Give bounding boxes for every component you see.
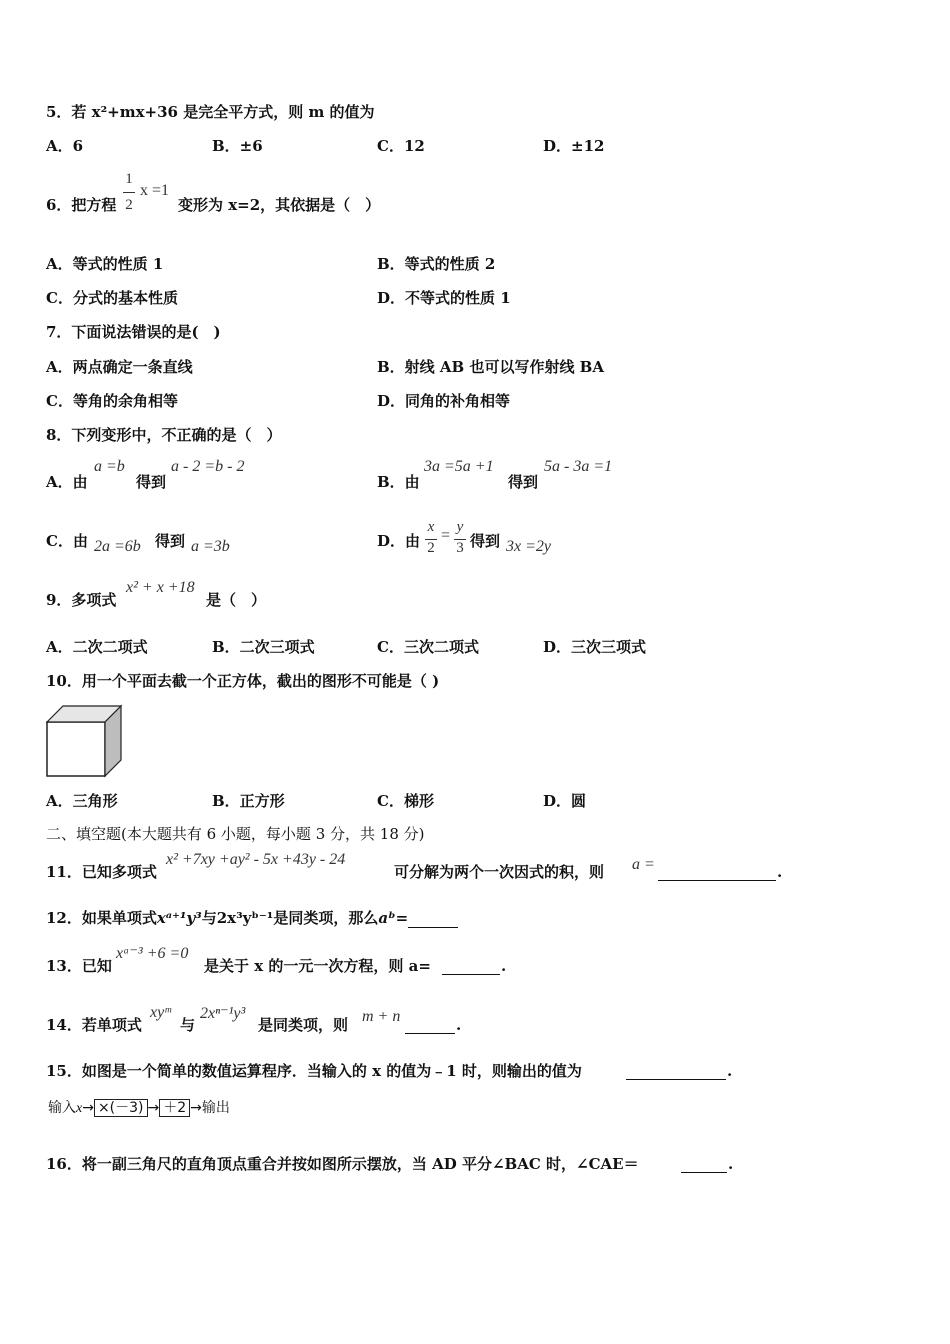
q8-c-math2: a =3b: [191, 538, 230, 555]
flow-x: x: [76, 1101, 83, 1116]
q10-option-b: B．正方形: [212, 792, 285, 810]
q10-option-c: C．梯形: [377, 792, 434, 810]
q11-end: .: [777, 863, 783, 881]
q8-d-math2: 3x =2y: [506, 538, 551, 555]
q6-option-a: A．等式的性质 1: [46, 255, 164, 273]
q9-suffix: 是（ ）: [206, 591, 267, 609]
q13-end: .: [501, 957, 507, 975]
q5-stem: 5．若 x²+mx+36 是完全平方式，则 m 的值为: [46, 103, 375, 121]
q5-option-a: A．6: [46, 137, 84, 155]
q8-a-get: 得到: [136, 473, 167, 491]
q8-b-math2: 5a - 3a =1: [544, 458, 613, 475]
q5-option-c: C．12: [377, 137, 425, 155]
q8-b-math1: 3a =5a +1: [424, 458, 494, 475]
q15-end: .: [727, 1062, 733, 1080]
q5-option-d: D．±12: [543, 137, 605, 155]
q6-option-b: B．等式的性质 2: [377, 255, 496, 273]
q7-stem: 7．下面说法错误的是( ): [46, 323, 221, 341]
q12-mono2: 2x³yᵇ⁻¹: [216, 909, 274, 927]
q14-answer-blank[interactable]: [405, 1017, 455, 1034]
q6-frac-den: 2: [125, 197, 133, 213]
q7-option-b: B．射线 AB 也可以写作射线 BA: [377, 358, 604, 376]
q10-option-a: A．三角形: [46, 792, 118, 810]
flow-arrow-1: →: [82, 1100, 94, 1116]
q6-option-c: C．分式的基本性质: [46, 289, 178, 307]
q8-c-get: 得到: [155, 532, 186, 550]
q8-c-math1: 2a =6b: [94, 538, 141, 555]
q11-answer-blank[interactable]: [658, 864, 776, 881]
q12-text-c: 是同类项，那么: [273, 909, 379, 927]
q14-mono1: xyᵐ: [150, 1004, 171, 1021]
q15-answer-blank[interactable]: [626, 1063, 726, 1080]
q7-option-c: C．等角的余角相等: [46, 392, 178, 410]
q16-answer-blank[interactable]: [681, 1156, 727, 1173]
q5-option-b: B．±6: [212, 137, 263, 155]
q8-a-math1: a =b: [94, 458, 125, 475]
q8-option-c-label: C．由: [46, 532, 88, 550]
q16-stem: 16．将一副三角尺的直角顶点重合并按如图所示摆放，当 AD 平分∠BAC 时，∠CAE＝: [46, 1155, 639, 1173]
q15-flowchart: [48, 1097, 230, 1117]
q6-equation: x =1: [140, 182, 170, 199]
q8-option-b-label: B．由: [377, 473, 420, 491]
q13-expression: xᵃ⁻³ +6 =0: [116, 945, 189, 962]
q9-option-c: C．三次二项式: [377, 638, 479, 656]
q6-frac-num: 1: [125, 171, 133, 187]
q9-option-a: A．二次二项式: [46, 638, 148, 656]
q14-suffix: 是同类项，则: [258, 1016, 349, 1034]
q8-option-a-label: A．由: [46, 473, 88, 491]
flow-arrow-2: →: [147, 1100, 160, 1116]
q14-mono2: 2xⁿ⁻¹y³: [200, 1005, 246, 1022]
q6-frac-bar: [123, 192, 135, 193]
q6-option-d: D．不等式的性质 1: [377, 289, 511, 307]
q12-mono1: xᵃ⁺¹y³: [156, 909, 202, 927]
q12-text-d: =: [395, 909, 409, 927]
q13-answer-blank[interactable]: [442, 958, 500, 975]
q12-line: [46, 908, 458, 928]
flow-output-label: 输出: [201, 1100, 230, 1116]
q9-expression: x² + x +18: [126, 579, 195, 596]
q13-prefix: 13．已知: [46, 957, 112, 975]
q8-d-get: 得到: [470, 532, 501, 550]
flow-input-label: 输入: [48, 1100, 76, 1116]
q14-prefix: 14．若单项式: [46, 1016, 142, 1034]
q8-b-get: 得到: [508, 473, 539, 491]
q8-d-frac-2: 2: [427, 540, 435, 556]
q6-suffix: 变形为 x=2，其依据是（ ）: [178, 196, 381, 214]
q12-answer-blank[interactable]: [408, 911, 458, 928]
q8-d-frac-x: x: [427, 519, 435, 535]
q9-option-b: B．二次三项式: [212, 638, 315, 656]
flow-op-add: ＋2: [159, 1099, 190, 1117]
flow-arrow-3: →: [190, 1100, 202, 1116]
q12-text-b: 与: [201, 909, 217, 927]
q11-prefix: 11．已知多项式: [46, 863, 157, 881]
q6-prefix: 6．把方程: [46, 196, 117, 214]
q8-d-frac-3: 3: [456, 540, 464, 556]
q12-text-a: 12．如果单项式: [46, 909, 157, 927]
q11-suffix: 可分解为两个一次因式的积，则: [394, 863, 605, 881]
q8-option-d-label: D．由: [377, 532, 421, 550]
q11-expression: x² +7xy +ay² - 5x +43y - 24: [166, 851, 346, 868]
q15-stem: 15．如图是一个简单的数值运算程序．当输入的 x 的值为﹣1 时，则输出的值为: [46, 1062, 582, 1080]
q8-a-math2: a - 2 =b - 2: [171, 458, 245, 475]
q14-expression: m + n: [362, 1008, 401, 1025]
q12-ab: aᵇ: [378, 909, 396, 927]
flow-op-multiply: ×(－3): [94, 1099, 148, 1117]
q9-option-d: D．三次三项式: [543, 638, 647, 656]
q16-end: .: [728, 1155, 734, 1173]
section-2-heading: 二、填空题(本大题共有 6 小题，每小题 3 分，共 18 分): [46, 825, 425, 843]
q14-end: .: [456, 1016, 462, 1034]
q11-var: a =: [632, 856, 655, 873]
q8-d-frac-y: y: [456, 519, 464, 535]
q10-stem: 10．用一个平面去截一个正方体，截出的图形不可能是（ ): [46, 672, 440, 690]
q8-stem: 8．下列变形中，不正确的是（ ）: [46, 426, 282, 444]
q13-suffix: 是关于 x 的一元一次方程，则 a=: [204, 957, 431, 975]
cube-figure: [44, 702, 126, 780]
q14-mid: 与: [180, 1016, 196, 1034]
q8-d-eq: =: [441, 527, 451, 544]
q7-option-d: D．同角的补角相等: [377, 392, 511, 410]
q7-option-a: A．两点确定一条直线: [46, 358, 193, 376]
q10-option-d: D．圆: [543, 792, 587, 810]
q9-prefix: 9．多项式: [46, 591, 117, 609]
